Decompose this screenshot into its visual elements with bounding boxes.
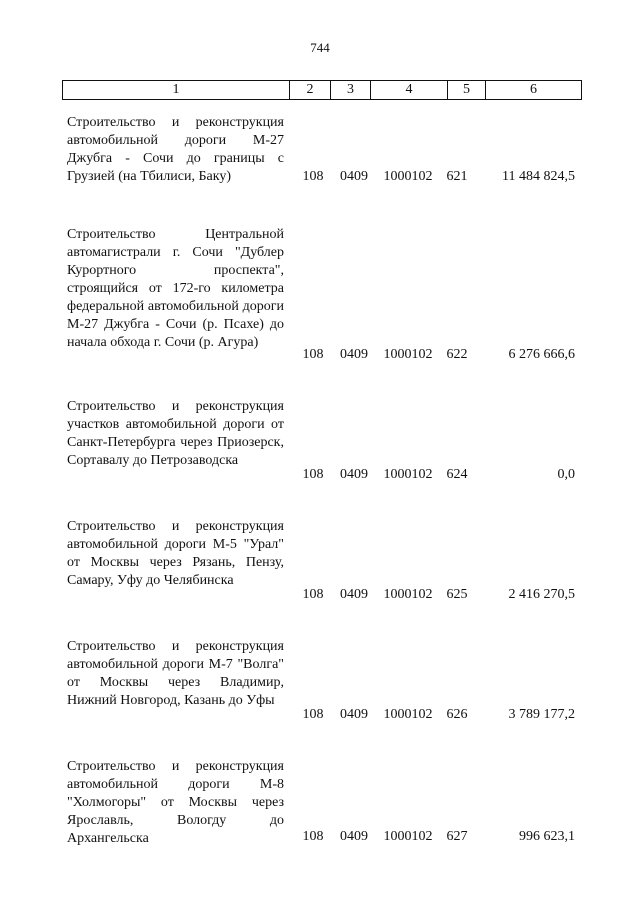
row-col-5: 627 <box>446 829 468 844</box>
row-col-6: 2 416 270,5 <box>508 587 575 602</box>
row-col-2: 108 <box>302 347 324 362</box>
row-description: Строительство и реконструкция автомобильной дороги М-27 Джубга - Сочи до границы с Грузией (на Тбилиси, Баку) <box>67 115 284 184</box>
row-col-6: 996 623,1 <box>519 829 575 844</box>
row-col-5: 625 <box>446 587 468 602</box>
header-col-4: 4 <box>370 81 447 99</box>
row-col-5: 622 <box>446 347 468 362</box>
row-col-6: 0,0 <box>557 467 575 482</box>
header-col-6: 6 <box>485 81 581 99</box>
row-col-2: 108 <box>302 829 324 844</box>
header-col-1: 1 <box>172 82 180 97</box>
header-col-3: 3 <box>330 81 370 99</box>
row-col-4: 1000102 <box>383 707 433 722</box>
row-col-3: 0409 <box>340 347 368 362</box>
row-description: Строительство и реконструкция автомобильной дороги М-5 "Урал" от Москвы через Рязань, Пензу, Самару, Уфу до Челябинска <box>67 519 284 588</box>
row-description: Строительство и реконструкция автомобильной дороги М-8 "Холмогоры" от Москвы через Ярославль, Вологду до Архангельска <box>67 759 284 846</box>
row-col-5: 626 <box>446 707 468 722</box>
header-col-2: 2 <box>289 81 330 99</box>
table-header <box>62 80 582 100</box>
row-col-6: 6 276 666,6 <box>508 347 575 362</box>
row-description: Строительство и реконструкция автомобильной дороги М-7 "Волга" от Москвы через Владимир, Нижний Новгород, Казань до Уфы <box>67 639 284 708</box>
row-col-3: 0409 <box>340 829 368 844</box>
row-col-2: 108 <box>302 707 324 722</box>
row-col-4: 1000102 <box>383 829 433 844</box>
row-col-4: 1000102 <box>383 467 433 482</box>
row-col-4: 1000102 <box>383 347 433 362</box>
page-number: 744 <box>310 40 330 55</box>
row-col-5: 621 <box>446 169 468 184</box>
header-col-5: 5 <box>447 81 485 99</box>
row-col-3: 0409 <box>340 467 368 482</box>
row-description: Строительство и реконструкция участков автомобильной дороги от Санкт-Петербурга через Приозерск, Сортавалу до Петрозаводска <box>67 399 284 468</box>
row-col-3: 0409 <box>340 707 368 722</box>
row-col-2: 108 <box>302 169 324 184</box>
row-col-4: 1000102 <box>383 587 433 602</box>
row-col-4: 1000102 <box>383 169 433 184</box>
row-description: Строительство Центральной автомагистрали г. Сочи "Дублер Курортного проспекта", строящийся от 172-го километра федеральной автомобильной дороги М-27 Джубга - Сочи (р. Псахе) до начала обхода г. Сочи (р. Агура) <box>67 227 284 350</box>
row-col-3: 0409 <box>340 587 368 602</box>
row-col-6: 3 789 177,2 <box>508 707 575 722</box>
row-col-6: 11 484 824,5 <box>502 169 575 184</box>
row-col-5: 624 <box>446 467 468 482</box>
row-col-2: 108 <box>302 587 324 602</box>
row-col-2: 108 <box>302 467 324 482</box>
row-col-3: 0409 <box>340 169 368 184</box>
